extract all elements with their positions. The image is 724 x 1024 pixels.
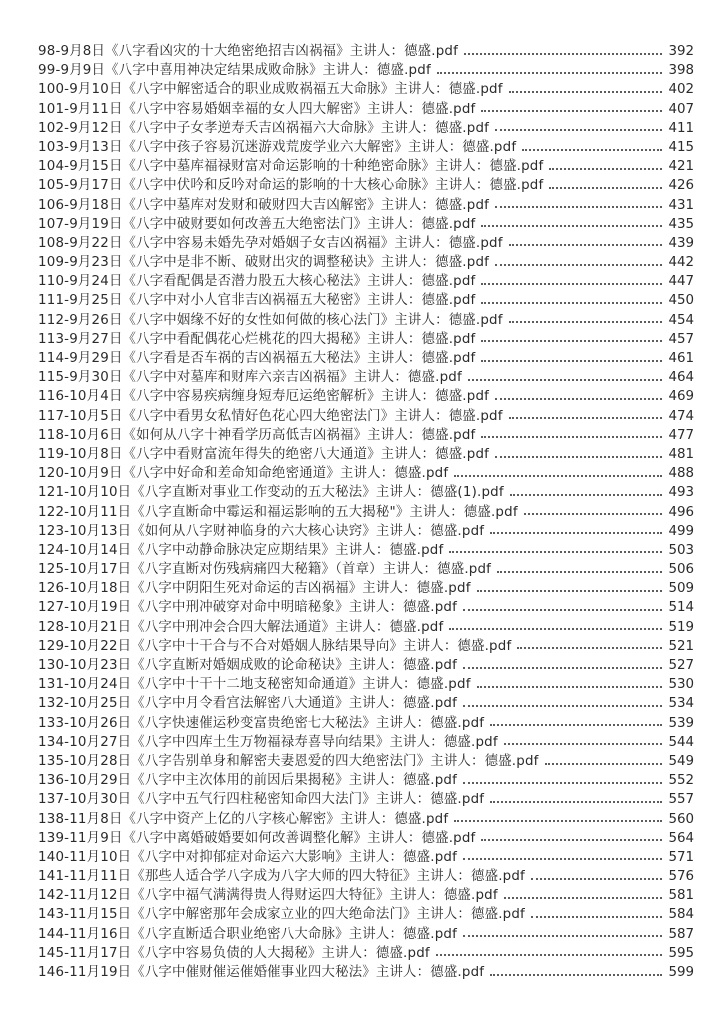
- toc-entry-text: 142-11月12日《八字中福气满满得贵人得财运四大特征》主讲人：德盛.pdf: [38, 888, 498, 904]
- toc-page-number: 539: [668, 715, 694, 731]
- toc-entry-text: 133-10月26日《八字快速催运秒变富贵绝密七大秘法》主讲人：德盛.pdf: [38, 715, 485, 731]
- toc-entry-text: 146-11月19日《八字中催财催运催婚催事业四大秘法》主讲人：德盛.pdf: [38, 965, 485, 980]
- toc-dot-leader: [490, 974, 662, 976]
- toc-entry: [38, 176, 694, 195]
- toc-dot-leader: [549, 187, 662, 189]
- toc-entry: [38, 157, 694, 176]
- toc-entry: [38, 675, 694, 694]
- toc-entry-text: 128-10月21日《八字中刑冲会合四大解法通道》主讲人：德盛.pdf: [38, 619, 444, 635]
- toc-page-number: 514: [668, 600, 694, 616]
- toc-dot-leader: [437, 72, 662, 74]
- toc-entry: [38, 771, 694, 790]
- toc-page-number: 402: [668, 82, 694, 98]
- toc-entry: [38, 522, 694, 541]
- toc-page-number: 407: [668, 101, 694, 117]
- toc-entry: [38, 752, 694, 771]
- toc-entry-text: 143-11月15日《八字中解密那年会成家立业的四大绝命法门》主讲人：德盛.pdf: [38, 907, 525, 923]
- toc-dot-leader: [509, 417, 662, 419]
- toc-dot-leader: [495, 398, 662, 400]
- toc-page-number: 493: [668, 485, 694, 501]
- toc-entry-text: 138-11月8日《八字中资产上亿的八字核心解密》主讲人：德盛.pdf: [38, 811, 449, 827]
- toc-entry: [38, 503, 694, 522]
- toc-entry-text: 132-10月25日《八字中月令看宫法解密八大通道》主讲人：德盛.pdf: [38, 696, 458, 712]
- toc-entry-text: 120-10月9日《八字中好命和差命知命绝密通道》主讲人：德盛.pdf: [38, 466, 449, 482]
- toc-dot-leader: [436, 954, 662, 956]
- toc-entry: [38, 733, 694, 752]
- toc-page-number: 509: [668, 581, 694, 597]
- toc-dot-leader: [495, 129, 662, 131]
- toc-entry-text: 107-9月19日《八字中破财要如何改善五大绝密法门》主讲人：德盛.pdf: [38, 216, 476, 232]
- toc-entry-text: 136-10月29日《八字中主次体用的前因后果揭秘》主讲人：德盛.pdf: [38, 773, 458, 789]
- toc-page-number: 392: [668, 44, 694, 59]
- toc-entry: [38, 848, 694, 867]
- toc-dot-leader: [495, 264, 662, 266]
- toc-dot-leader: [522, 149, 662, 151]
- toc-entry: [38, 618, 694, 637]
- toc-entry: [38, 714, 694, 733]
- toc-page-number: 571: [668, 849, 694, 865]
- toc-entry: [38, 445, 694, 464]
- toc-entry-text: 108-9月22日《八字中容易未婚先孕对婚姻子女吉凶祸福》主讲人：德盛.pdf: [38, 235, 503, 251]
- toc-entry: [38, 100, 694, 119]
- toc-entry-text: 102-9月12日《八字中子女孝逆寿夭吉凶祸福六大命脉》主讲人：德盛.pdf: [38, 120, 490, 136]
- toc-entry-text: 134-10月27日《八字中四库土生万物福禄寿喜导向结果》主讲人：德盛.pdf: [38, 734, 498, 750]
- toc-dot-leader: [454, 475, 662, 477]
- toc-entry: [38, 407, 694, 426]
- toc-entry: [38, 80, 694, 99]
- toc-page-number: 599: [668, 965, 694, 980]
- toc-dot-leader: [454, 820, 662, 822]
- toc-page-number: 411: [668, 120, 694, 136]
- toc-page-number: 581: [668, 888, 694, 904]
- toc-dot-leader: [509, 91, 662, 93]
- toc-page-number: 442: [668, 255, 694, 271]
- toc-dot-leader: [510, 494, 662, 496]
- toc-entry-text: 110-9月24日《八字看配偶是否潜力股五大核心秘法》主讲人：德盛.pdf: [38, 274, 476, 290]
- toc-entry-text: 145-11月17日《八字中容易负债的人大揭秘》主讲人：德盛.pdf: [38, 945, 430, 961]
- toc-entry-text: 99-9月9日《八字中喜用神决定结果成败命脉》主讲人：德盛.pdf: [38, 63, 431, 79]
- toc-dot-leader: [549, 168, 662, 170]
- toc-entry: [38, 829, 694, 848]
- toc-entry: [38, 944, 694, 963]
- toc-entry-text: 124-10月14日《八字中动静命脉决定应期结果》主讲人：德盛.pdf: [38, 542, 444, 558]
- toc-page-number: 496: [668, 504, 694, 520]
- toc-page-number: 454: [668, 312, 694, 328]
- toc-entry: [38, 464, 694, 483]
- toc-entry-text: 125-10月17日《八字直断对伤残病痛四大秘籍》（首章）主讲人：德盛.pdf: [38, 562, 492, 578]
- toc-entry: [38, 330, 694, 349]
- toc-entry-text: 131-10月24日《八字中十干十二地支秘密知命通道》主讲人：德盛.pdf: [38, 677, 471, 693]
- toc-page-number: 530: [668, 677, 694, 693]
- toc-dot-leader: [463, 705, 662, 707]
- toc-entry: [38, 905, 694, 924]
- toc-entry: [38, 387, 694, 406]
- toc-page-number: 584: [668, 907, 694, 923]
- toc-entry-text: 112-9月26日《八字中姻缘不好的女性如何做的核心法门》主讲人：德盛.pdf: [38, 312, 503, 328]
- toc-page-number: 527: [668, 658, 694, 673]
- toc-dot-leader: [490, 724, 662, 726]
- toc-dot-leader: [481, 302, 662, 304]
- toc-entry-text: 140-11月10日《八字中对抑郁症对命运六大影响》主讲人：德盛.pdf: [38, 849, 458, 865]
- toc-entry-text: 115-9月30日《八字中对墓库和财库六亲吉凶祸福》主讲人：德盛.pdf: [38, 370, 462, 386]
- toc-entry: [38, 291, 694, 310]
- toc-entry-text: 126-10月18日《八字中阴阳生死对命运的吉凶祸福》主讲人：德盛.pdf: [38, 581, 471, 597]
- toc-entry-text: 111-9月25日《八字中对小人官非吉凶祸福五大秘密》主讲人：德盛.pdf: [38, 293, 476, 309]
- toc-entry: [38, 925, 694, 944]
- toc-dot-leader: [524, 513, 662, 515]
- toc-entry: [38, 963, 694, 982]
- toc-dot-leader: [449, 628, 662, 630]
- toc-dot-leader: [531, 916, 662, 918]
- toc-dot-leader: [449, 551, 662, 553]
- toc-page-number: 421: [668, 159, 694, 175]
- toc-entry-text: 135-10月28日《八字告别单身和解密夫妻恩爱的四大绝密法门》主讲人：德盛.pdf: [38, 753, 539, 769]
- toc-dot-leader: [477, 590, 662, 592]
- toc-dot-leader: [481, 839, 662, 841]
- toc-entry-text: 119-10月8日《八字中看财富流年得失的绝密八大通道》主讲人：德盛.pdf: [38, 446, 490, 462]
- toc-entry: [38, 810, 694, 829]
- toc-entry: [38, 886, 694, 905]
- toc-entry-text: 118-10月6日《如何从八字十神看学历高低吉凶祸福》主讲人：德盛.pdf: [38, 427, 476, 443]
- toc-entry-text: 101-9月11日《八字中容易婚姻幸福的女人四大解密》主讲人：德盛.pdf: [38, 101, 476, 117]
- toc-page-number: 576: [668, 869, 694, 885]
- toc-entry: [38, 196, 694, 215]
- toc-entry-text: 103-9月13日《八字中孩子容易沉迷游戏荒废学业六大解密》主讲人：德盛.pdf: [38, 139, 517, 155]
- toc-entry-text: 98-9月8日《八字看凶灾的十大绝密绝招吉凶祸福》主讲人：德盛.pdf: [38, 44, 459, 59]
- toc-page-number: 557: [668, 792, 694, 808]
- toc-entry: [38, 579, 694, 598]
- toc-entry: [38, 349, 694, 368]
- toc-dot-leader: [490, 532, 662, 534]
- toc-dot-leader: [509, 244, 662, 246]
- toc-page-number: 450: [668, 293, 694, 309]
- toc-dot-leader: [495, 206, 662, 208]
- toc-dot-leader: [481, 436, 662, 438]
- toc-dot-leader: [531, 878, 662, 880]
- toc-page-number: 477: [668, 427, 694, 443]
- toc-entry-text: 141-11月11日《那些人适合学八字成为八字大师的四大特征》主讲人：德盛.pdf: [38, 869, 525, 885]
- toc-entry: [38, 311, 694, 330]
- toc-entry-text: 113-9月27日《八字中看配偶花心烂桃花的四大揭秘》主讲人：德盛.pdf: [38, 331, 476, 347]
- toc-page-number: 439: [668, 235, 694, 251]
- toc-page-number: 503: [668, 542, 694, 558]
- toc-entry: [38, 42, 694, 61]
- toc-dot-leader: [509, 321, 662, 323]
- toc-dot-leader: [481, 360, 662, 362]
- toc-page-number: 549: [668, 753, 694, 769]
- toc-page-number: 564: [668, 830, 694, 846]
- toc-entry-text: 100-9月10日《八字中解密适合的职业成败祸福五大命脉》主讲人：德盛.pdf: [38, 82, 503, 98]
- toc-page-number: 560: [668, 811, 694, 827]
- toc-dot-leader: [481, 283, 662, 285]
- toc-dot-leader: [495, 456, 662, 458]
- toc-page-number: 447: [668, 274, 694, 290]
- toc-page-number: 461: [668, 351, 694, 366]
- toc-entry-text: 144-11月16日《八字直断适合职业绝密八大命脉》主讲人：德盛.pdf: [38, 926, 458, 942]
- toc-dot-leader: [504, 897, 662, 899]
- toc-entry: [38, 867, 694, 886]
- toc-entry-text: 123-10月13日《如何从八字财神临身的六大核心诀窍》主讲人：德盛.pdf: [38, 523, 485, 539]
- toc-entry-text: 122-10月11日《八字直断命中霉运和福运影响的五大揭秘"》主讲人：德盛.pdf: [38, 504, 518, 520]
- toc-entry-text: 109-9月23日《八字中是非不断、破财出灾的调整秘诀》主讲人：德盛.pdf: [38, 255, 490, 271]
- toc-entry: [38, 541, 694, 560]
- toc-entry-text: 116-10月4日《八字中容易疾病缠身短寿厄运绝密解析》主讲人：德盛.pdf: [38, 389, 490, 405]
- toc-entry-text: 106-9月18日《八字中墓库对发财和破财四大吉凶解密》主讲人：德盛.pdf: [38, 197, 490, 213]
- toc-page-number: 506: [668, 562, 694, 578]
- toc-page-number: 521: [668, 638, 694, 654]
- toc-dot-leader: [463, 858, 662, 860]
- toc-entry-text: 139-11月9日《八字中离婚破婚要如何改善调整化解》主讲人：德盛.pdf: [38, 830, 476, 846]
- toc-page-number: 457: [668, 331, 694, 347]
- toc-entry-text: 129-10月22日《八字中十干合与不合对婚姻人脉结果导向》主讲人：德盛.pdf: [38, 638, 512, 654]
- toc-dot-leader: [477, 686, 662, 688]
- toc-dot-leader: [481, 340, 662, 342]
- toc-page-number: 534: [668, 696, 694, 712]
- toc-entry: [38, 560, 694, 579]
- toc-entry: [38, 598, 694, 617]
- toc-page-number: 499: [668, 523, 694, 539]
- toc-dot-leader: [490, 801, 662, 803]
- toc-dot-leader: [463, 935, 662, 937]
- toc-page-number: 481: [668, 446, 694, 462]
- toc-dot-leader: [463, 782, 662, 784]
- toc-page-number: 469: [668, 389, 694, 405]
- toc-entry: [38, 138, 694, 157]
- toc-page-number: 426: [668, 178, 694, 194]
- toc-entry-text: 130-10月23日《八字直断对婚姻成败的论命秘诀》主讲人：德盛.pdf: [38, 658, 458, 673]
- toc-entry-text: 127-10月19日《八字中刑冲破穿对命中明暗秘象》主讲人：德盛.pdf: [38, 600, 458, 616]
- toc-entry: [38, 61, 694, 80]
- toc-entry: [38, 368, 694, 387]
- toc-entry: [38, 253, 694, 272]
- toc-dot-leader: [463, 667, 662, 669]
- toc-page-number: 544: [668, 734, 694, 750]
- toc-page-number: 464: [668, 370, 694, 386]
- toc-page-number: 587: [668, 926, 694, 942]
- toc-dot-leader: [517, 647, 662, 649]
- toc-list: [38, 42, 694, 982]
- toc-dot-leader: [464, 53, 662, 55]
- toc-entry-text: 104-9月15日《八字中墓库福禄财富对命运影响的十种绝密命脉》主讲人：德盛.pdf: [38, 159, 544, 175]
- toc-page-number: 519: [668, 619, 694, 635]
- toc-entry: [38, 215, 694, 234]
- toc-dot-leader: [481, 110, 662, 112]
- toc-entry-text: 137-10月30日《八字中五气行四柱秘密知命四大法门》主讲人：德盛.pdf: [38, 792, 485, 808]
- toc-page-number: 415: [668, 139, 694, 155]
- toc-entry-text: 117-10月5日《八字中看男女私情好色花心四大绝密法门》主讲人：德盛.pdf: [38, 408, 503, 424]
- toc-page-number: 431: [668, 197, 694, 213]
- toc-entry: [38, 119, 694, 138]
- toc-dot-leader: [504, 743, 662, 745]
- toc-entry: [38, 637, 694, 656]
- toc-page-number: 435: [668, 216, 694, 232]
- toc-dot-leader: [463, 609, 662, 611]
- toc-page-number: 398: [668, 63, 694, 79]
- toc-entry: [38, 656, 694, 675]
- toc-entry: [38, 234, 694, 253]
- toc-page-number: 488: [668, 466, 694, 482]
- toc-entry: [38, 694, 694, 713]
- toc-dot-leader: [468, 379, 662, 381]
- toc-entry: [38, 483, 694, 502]
- toc-page-number: 595: [668, 945, 694, 961]
- toc-entry-text: 121-10月10日《八字直断对事业工作变动的五大秘法》主讲人：德盛(1).pdf: [38, 485, 504, 501]
- toc-page-number: 552: [668, 773, 694, 789]
- toc-entry: [38, 272, 694, 291]
- toc-dot-leader: [545, 763, 662, 765]
- toc-entry: [38, 426, 694, 445]
- toc-dot-leader: [481, 225, 662, 227]
- toc-page-number: 474: [668, 408, 694, 424]
- toc-entry-text: 105-9月17日《八字中伏吟和反吟对命运的影响的十大核心命脉》主讲人：德盛.pdf: [38, 178, 544, 194]
- toc-entry: [38, 790, 694, 809]
- toc-dot-leader: [497, 571, 662, 573]
- toc-entry-text: 114-9月29日《八字看是否车祸的吉凶祸福五大秘法》主讲人：德盛.pdf: [38, 351, 476, 366]
